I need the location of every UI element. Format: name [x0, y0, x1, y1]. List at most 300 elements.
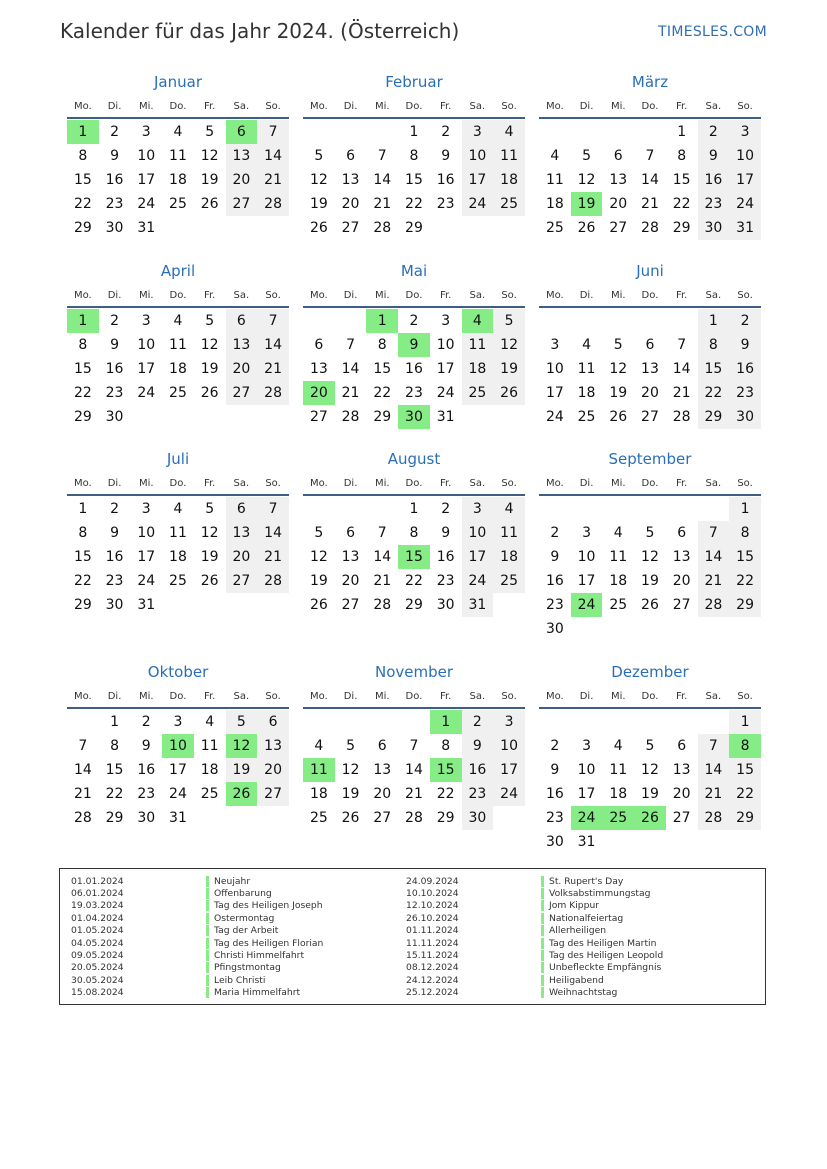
day-cell: 10 [137, 525, 156, 541]
day-cell: 31 [577, 834, 596, 850]
day-cell: 17 [169, 762, 187, 778]
day-cell: 21 [698, 782, 730, 806]
holiday-name: Nationalfeiertag [549, 912, 624, 924]
day-cell: 20 [641, 385, 659, 401]
holiday-row [71, 962, 323, 974]
day-cell: 16 [105, 361, 124, 377]
month-name: August [387, 450, 441, 468]
holiday-date: 19.03.2024 [71, 900, 124, 912]
day-cell: 17 [137, 361, 156, 377]
holiday-row [406, 937, 663, 949]
weekday-label: Do. [405, 289, 423, 301]
holiday-day-cell: 1 [366, 309, 398, 333]
day-cell: 10 [577, 549, 596, 565]
holiday-day-cell: 26 [226, 782, 258, 806]
holiday-column-right [406, 875, 663, 999]
day-cell: 9 [698, 144, 730, 168]
day-cell: 2 [462, 710, 494, 734]
day-cell: 31 [137, 597, 156, 613]
day-cell: 24 [137, 573, 156, 589]
day-cell: 30 [105, 409, 124, 425]
weekday-label: Sa. [233, 289, 250, 301]
day-grid [539, 309, 761, 429]
weekday-label: So. [265, 477, 281, 489]
holiday-date: 24.12.2024 [406, 974, 459, 986]
empty-cell [571, 497, 603, 521]
day-cell: 8 [377, 337, 387, 353]
empty-cell [634, 309, 666, 333]
day-cell: 25 [577, 409, 596, 425]
weekday-label: Fr. [203, 477, 216, 489]
holiday-day-cell: 25 [602, 806, 634, 830]
holiday-row [71, 937, 323, 949]
weekday-label: Do. [169, 477, 187, 489]
holiday-marker [541, 888, 544, 899]
holiday-row [406, 925, 663, 937]
day-cell: 26 [200, 385, 219, 401]
holiday-day-cell: 15 [398, 545, 430, 569]
weekday-label: Mo. [545, 100, 564, 112]
weekday-label: So. [501, 690, 517, 702]
day-grid [539, 497, 761, 641]
day-cell: 9 [462, 734, 494, 758]
day-cell: 12 [200, 337, 219, 353]
day-cell: 8 [698, 333, 730, 357]
day-cell: 29 [405, 220, 423, 236]
holiday-row [406, 949, 663, 961]
month-dezember [539, 662, 761, 854]
day-cell: 4 [493, 497, 525, 521]
month-oktober [67, 662, 289, 830]
day-cell: 29 [73, 220, 92, 236]
day-cell: 29 [373, 409, 392, 425]
day-cell: 4 [205, 714, 215, 730]
empty-cell [602, 120, 634, 144]
empty-cell [335, 497, 367, 521]
holiday-day-cell: 12 [226, 734, 258, 758]
day-cell: 8 [729, 521, 761, 545]
holiday-row [71, 974, 323, 986]
day-grid [539, 710, 761, 854]
holiday-name: Tag des Heiligen Joseph [214, 900, 323, 912]
day-cell: 23 [462, 782, 494, 806]
holiday-row [406, 987, 663, 999]
day-cell: 13 [641, 361, 659, 377]
day-cell: 16 [105, 172, 124, 188]
weekday-label: Do. [405, 477, 423, 489]
holiday-name: Allerheiligen [549, 925, 607, 937]
day-cell: 17 [729, 168, 761, 192]
day-cell: 23 [436, 573, 455, 589]
day-cell: 15 [73, 361, 92, 377]
day-cell: 21 [698, 569, 730, 593]
day-cell: 2 [409, 313, 419, 329]
empty-cell [366, 497, 398, 521]
day-cell: 7 [409, 738, 419, 754]
day-cell: 8 [78, 525, 88, 541]
holiday-date: 01.11.2024 [406, 925, 459, 937]
empty-cell [366, 120, 398, 144]
day-cell: 14 [405, 762, 423, 778]
holiday-marker [541, 925, 544, 936]
holiday-date: 24.09.2024 [406, 875, 459, 887]
day-cell: 27 [341, 220, 360, 236]
day-cell: 23 [698, 192, 730, 216]
weekday-label: So. [501, 100, 517, 112]
holiday-marker [206, 925, 209, 936]
holiday-row [71, 912, 323, 924]
empty-cell [602, 497, 634, 521]
holiday-name: Christi Himmelfahrt [214, 950, 305, 962]
day-cell: 22 [105, 786, 124, 802]
weekday-label: So. [737, 477, 753, 489]
weekday-label: Do. [641, 289, 659, 301]
day-cell: 7 [78, 738, 88, 754]
day-cell: 9 [110, 525, 120, 541]
day-cell: 28 [373, 220, 392, 236]
day-cell: 24 [137, 385, 156, 401]
day-cell: 14 [641, 172, 659, 188]
weekday-label: Fr. [439, 690, 452, 702]
holiday-row [71, 900, 323, 912]
day-cell: 30 [545, 834, 564, 850]
holiday-date: 30.05.2024 [71, 974, 124, 986]
month-januar [67, 72, 289, 240]
day-cell: 24 [729, 192, 761, 216]
day-cell: 19 [609, 385, 628, 401]
day-cell: 22 [729, 569, 761, 593]
empty-cell [571, 309, 603, 333]
weekday-header [67, 284, 289, 308]
month-mai [303, 261, 525, 429]
holiday-date: 06.01.2024 [71, 888, 124, 900]
empty-cell [303, 309, 335, 333]
month-name: Juni [636, 262, 664, 280]
empty-cell [303, 120, 335, 144]
holiday-marker [206, 987, 209, 998]
day-cell: 30 [462, 806, 494, 830]
weekday-label: Mo. [73, 477, 92, 489]
weekday-label: Mo. [309, 289, 328, 301]
weekday-label: Mo. [309, 100, 328, 112]
day-cell: 9 [441, 148, 451, 164]
day-cell: 6 [677, 738, 687, 754]
day-cell: 11 [577, 361, 596, 377]
day-grid [303, 497, 525, 617]
day-cell: 17 [436, 361, 455, 377]
day-cell: 10 [462, 521, 494, 545]
day-cell: 18 [309, 786, 328, 802]
day-cell: 20 [341, 573, 360, 589]
holiday-row [406, 900, 663, 912]
day-cell: 25 [200, 786, 219, 802]
empty-cell [634, 497, 666, 521]
day-cell: 16 [436, 172, 455, 188]
day-cell: 12 [641, 549, 659, 565]
weekday-label: So. [737, 690, 753, 702]
empty-cell [634, 710, 666, 734]
holiday-date: 01.01.2024 [71, 875, 124, 887]
weekday-header [67, 95, 289, 119]
day-cell: 5 [346, 738, 356, 754]
day-cell: 26 [641, 597, 659, 613]
day-cell: 26 [200, 573, 219, 589]
day-cell: 14 [672, 361, 691, 377]
day-cell: 18 [169, 549, 187, 565]
empty-cell [571, 120, 603, 144]
day-cell: 2 [441, 124, 451, 140]
day-cell: 5 [314, 148, 324, 164]
day-cell: 5 [205, 124, 215, 140]
day-cell: 19 [493, 357, 525, 381]
weekday-header [539, 685, 761, 709]
day-grid [67, 497, 289, 617]
weekday-label: Fr. [439, 477, 452, 489]
day-cell: 14 [341, 361, 360, 377]
day-cell: 8 [677, 148, 687, 164]
day-cell: 6 [613, 148, 623, 164]
day-cell: 28 [257, 569, 289, 593]
day-cell: 3 [493, 710, 525, 734]
day-cell: 8 [409, 148, 419, 164]
day-cell: 9 [441, 525, 451, 541]
day-cell: 11 [545, 172, 564, 188]
day-cell: 23 [105, 385, 124, 401]
day-cell: 23 [436, 196, 455, 212]
day-cell: 18 [200, 762, 219, 778]
holiday-date: 10.10.2024 [406, 888, 459, 900]
holiday-name: Neujahr [214, 875, 251, 887]
holiday-row [71, 987, 323, 999]
day-cell: 13 [672, 762, 691, 778]
day-cell: 24 [436, 385, 455, 401]
weekday-label: Mi. [374, 477, 390, 489]
day-cell: 29 [698, 405, 730, 429]
day-cell: 18 [493, 168, 525, 192]
day-cell: 31 [729, 216, 761, 240]
holiday-day-cell: 8 [729, 734, 761, 758]
weekday-label: Di. [107, 100, 122, 112]
day-cell: 3 [141, 501, 151, 517]
day-cell: 24 [462, 192, 494, 216]
day-cell: 17 [137, 172, 156, 188]
day-cell: 11 [462, 333, 494, 357]
day-cell: 2 [110, 501, 120, 517]
day-cell: 17 [545, 385, 564, 401]
holiday-date: 08.12.2024 [406, 962, 459, 974]
weekday-label: So. [737, 100, 753, 112]
day-cell: 19 [309, 573, 328, 589]
weekday-label: Sa. [705, 477, 722, 489]
day-cell: 7 [377, 525, 387, 541]
day-cell: 26 [341, 810, 360, 826]
weekday-label: Sa. [469, 289, 486, 301]
holiday-date: 20.05.2024 [71, 962, 124, 974]
brand-logo-text[interactable]: TIMESLES.COM [658, 24, 767, 40]
day-cell: 24 [545, 409, 564, 425]
weekday-label: Mo. [73, 289, 92, 301]
day-cell: 6 [257, 710, 289, 734]
day-cell: 14 [698, 545, 730, 569]
day-cell: 18 [169, 172, 187, 188]
day-cell: 14 [257, 144, 289, 168]
holiday-row [71, 875, 323, 887]
day-cell: 21 [672, 385, 691, 401]
day-cell: 25 [493, 192, 525, 216]
weekday-label: Fr. [439, 289, 452, 301]
empty-cell [666, 710, 698, 734]
weekday-label: So. [737, 289, 753, 301]
day-cell: 18 [609, 786, 628, 802]
day-cell: 14 [257, 521, 289, 545]
day-cell: 11 [169, 337, 187, 353]
day-cell: 22 [729, 782, 761, 806]
day-cell: 16 [729, 357, 761, 381]
empty-cell [539, 309, 571, 333]
weekday-label: Mi. [610, 289, 626, 301]
month-juni [539, 261, 761, 429]
day-cell: 30 [729, 405, 761, 429]
day-cell: 28 [373, 597, 392, 613]
weekday-label: So. [501, 289, 517, 301]
holiday-marker [541, 876, 544, 887]
weekday-label: Mo. [545, 477, 564, 489]
holiday-day-cell: 9 [398, 333, 430, 357]
holiday-date: 09.05.2024 [71, 950, 124, 962]
weekday-label: Fr. [675, 477, 688, 489]
day-cell: 6 [346, 148, 356, 164]
day-cell: 1 [698, 309, 730, 333]
holiday-marker [206, 876, 209, 887]
holiday-day-cell: 24 [571, 806, 603, 830]
day-cell: 23 [105, 573, 124, 589]
month-april [67, 261, 289, 429]
day-cell: 18 [545, 196, 564, 212]
day-cell: 29 [436, 810, 455, 826]
day-cell: 28 [672, 409, 691, 425]
day-cell: 19 [200, 172, 219, 188]
day-cell: 24 [462, 569, 494, 593]
day-cell: 15 [73, 172, 92, 188]
day-cell: 9 [729, 333, 761, 357]
day-cell: 14 [73, 762, 92, 778]
weekday-label: Mi. [138, 477, 154, 489]
day-cell: 1 [78, 501, 88, 517]
day-cell: 12 [493, 333, 525, 357]
weekday-label: Do. [641, 690, 659, 702]
holiday-name: St. Rupert's Day [549, 875, 624, 887]
day-cell: 25 [462, 381, 494, 405]
weekday-header [303, 472, 525, 496]
weekday-label: Sa. [705, 690, 722, 702]
weekday-label: So. [265, 100, 281, 112]
holiday-day-cell: 30 [398, 405, 430, 429]
day-cell: 16 [436, 549, 455, 565]
day-cell: 28 [641, 220, 659, 236]
day-cell: 6 [226, 497, 258, 521]
day-cell: 17 [462, 545, 494, 569]
day-cell: 28 [257, 381, 289, 405]
day-cell: 16 [405, 361, 423, 377]
weekday-label: Do. [405, 690, 423, 702]
day-cell: 6 [226, 309, 258, 333]
day-cell: 23 [545, 810, 564, 826]
day-cell: 22 [672, 196, 691, 212]
day-cell: 4 [173, 501, 183, 517]
day-cell: 5 [613, 337, 623, 353]
holiday-date: 01.05.2024 [71, 925, 124, 937]
day-cell: 3 [441, 313, 451, 329]
weekday-label: Mi. [374, 690, 390, 702]
empty-cell [67, 710, 99, 734]
empty-cell [634, 120, 666, 144]
holiday-marker [541, 987, 544, 998]
empty-cell [539, 710, 571, 734]
day-cell: 31 [169, 810, 187, 826]
weekday-header [303, 284, 525, 308]
day-cell: 18 [609, 573, 628, 589]
holiday-name: Leib Christi [214, 974, 266, 986]
day-cell: 7 [377, 148, 387, 164]
holiday-day-cell: 15 [430, 758, 462, 782]
holiday-marker [541, 900, 544, 911]
day-cell: 15 [405, 172, 423, 188]
day-cell: 20 [609, 196, 628, 212]
holiday-marker [206, 900, 209, 911]
day-cell: 13 [672, 549, 691, 565]
day-cell: 14 [373, 549, 392, 565]
day-cell: 6 [645, 337, 655, 353]
day-cell: 7 [698, 734, 730, 758]
day-cell: 18 [577, 385, 596, 401]
weekday-label: Sa. [469, 477, 486, 489]
holiday-name: Pfingstmontag [214, 962, 281, 974]
holiday-name: Tag des Heiligen Leopold [549, 950, 664, 962]
day-cell: 6 [677, 525, 687, 541]
holiday-day-cell: 1 [430, 710, 462, 734]
holiday-column-left [71, 875, 323, 999]
day-cell: 21 [405, 786, 423, 802]
empty-cell [539, 120, 571, 144]
empty-cell [303, 710, 335, 734]
page-title: Kalender für das Jahr 2024. (Österreich) [60, 19, 460, 43]
month-name: Oktober [147, 663, 209, 681]
day-cell: 20 [226, 168, 258, 192]
day-grid [67, 120, 289, 240]
day-cell: 2 [698, 120, 730, 144]
day-cell: 9 [550, 549, 560, 565]
month-juli [67, 449, 289, 617]
day-cell: 7 [645, 148, 655, 164]
holiday-row [71, 925, 323, 937]
day-cell: 8 [110, 738, 120, 754]
month-name: März [631, 73, 669, 91]
day-cell: 13 [609, 172, 628, 188]
day-cell: 3 [141, 124, 151, 140]
day-grid [67, 710, 289, 830]
holiday-day-cell: 6 [226, 120, 258, 144]
day-cell: 7 [257, 120, 289, 144]
day-cell: 12 [200, 525, 219, 541]
day-cell: 25 [169, 385, 187, 401]
day-cell: 10 [545, 361, 564, 377]
day-cell: 22 [405, 196, 423, 212]
day-cell: 15 [729, 545, 761, 569]
day-grid [303, 309, 525, 429]
day-cell: 16 [137, 762, 156, 778]
day-cell: 4 [173, 124, 183, 140]
weekday-label: Do. [169, 100, 187, 112]
